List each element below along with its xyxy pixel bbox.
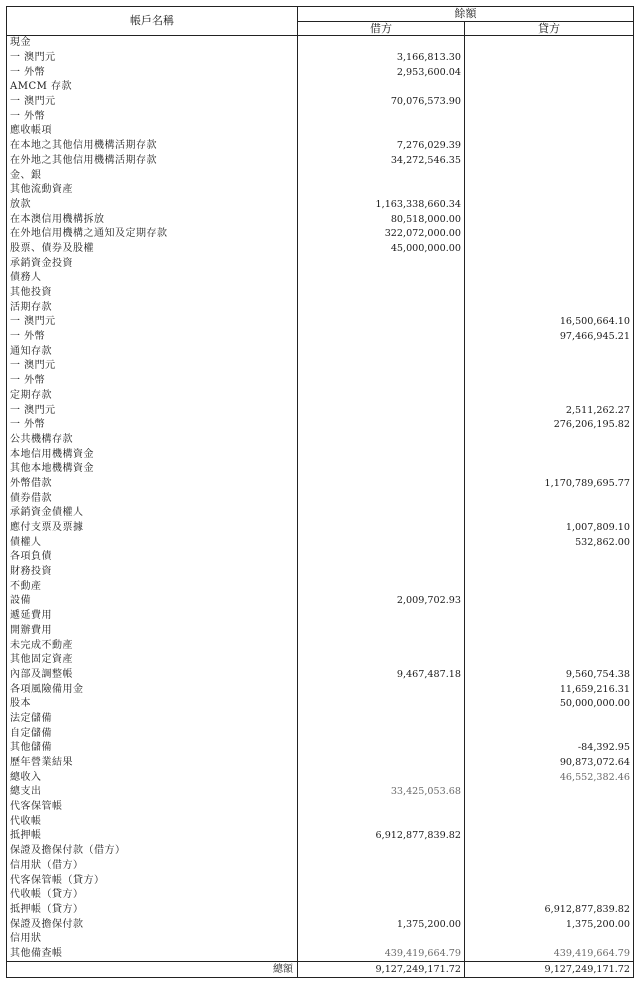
debit-amount [298, 682, 465, 697]
account-name: 活期存款 [7, 300, 298, 315]
credit-amount [465, 785, 634, 800]
debit-amount: 2,953,600.04 [298, 65, 465, 80]
balance-header: 餘額 [298, 7, 634, 22]
account-name: 開辦費用 [7, 624, 298, 639]
credit-amount [465, 726, 634, 741]
account-row [7, 403, 634, 418]
account-row [7, 139, 634, 154]
debit-amount [298, 814, 465, 829]
account-name: 通知存款 [7, 344, 298, 359]
account-row [7, 462, 634, 477]
debit-amount [298, 609, 465, 624]
account-row [7, 95, 634, 110]
credit-amount [465, 653, 634, 668]
account-row [7, 286, 634, 301]
debit-amount [298, 491, 465, 506]
debit-amount: 6,912,877,839.82 [298, 829, 465, 844]
account-row [7, 741, 634, 756]
credit-amount [465, 154, 634, 169]
debit-amount [298, 888, 465, 903]
account-row [7, 506, 634, 521]
account-name: 一 澳門元 [7, 315, 298, 330]
account-name: 設備 [7, 594, 298, 609]
account-row [7, 198, 634, 213]
credit-amount: 9,560,754.38 [465, 668, 634, 683]
credit-amount [465, 227, 634, 242]
account-row [7, 638, 634, 653]
account-row [7, 124, 634, 139]
debit-amount [298, 565, 465, 580]
account-row [7, 344, 634, 359]
credit-amount: 46,552,382.46 [465, 770, 634, 785]
account-name: 定期存款 [7, 389, 298, 404]
account-row [7, 785, 634, 800]
account-row [7, 433, 634, 448]
credit-amount [465, 609, 634, 624]
debit-amount: 70,076,573.90 [298, 95, 465, 110]
account-row [7, 844, 634, 859]
account-name: 代客保管帳（貸方） [7, 873, 298, 888]
credit-amount [465, 873, 634, 888]
account-row [7, 668, 634, 683]
debit-amount [298, 506, 465, 521]
account-row [7, 712, 634, 727]
account-name: 歷年營業結果 [7, 756, 298, 771]
debit-amount: 1,375,200.00 [298, 917, 465, 932]
account-name: 承銷資金債權人 [7, 506, 298, 521]
debit-amount [298, 462, 465, 477]
account-name: 自定儲備 [7, 726, 298, 741]
debit-amount: 34,272,546.35 [298, 154, 465, 169]
account-rows [7, 36, 634, 962]
account-row [7, 594, 634, 609]
credit-amount [465, 462, 634, 477]
account-name: 其他備查帳 [7, 947, 298, 962]
account-name: 信用狀 [7, 932, 298, 947]
account-name: 本地信用機構資金 [7, 447, 298, 462]
account-name: 一 外幣 [7, 418, 298, 433]
debit-amount [298, 271, 465, 286]
account-row [7, 227, 634, 242]
account-name: 保證及擔保付款（借方） [7, 844, 298, 859]
account-row [7, 888, 634, 903]
account-row [7, 726, 634, 741]
account-name: 內部及調整帳 [7, 668, 298, 683]
credit-amount [465, 300, 634, 315]
account-row [7, 682, 634, 697]
debit-amount [298, 124, 465, 139]
credit-amount [465, 51, 634, 66]
account-name-header: 帳戶名稱 [7, 7, 298, 36]
credit-amount [465, 932, 634, 947]
credit-amount [465, 638, 634, 653]
credit-amount [465, 374, 634, 389]
credit-amount [465, 271, 634, 286]
credit-amount [465, 829, 634, 844]
debit-header: 借方 [298, 22, 465, 36]
trial-balance-table [6, 6, 634, 978]
debit-amount [298, 447, 465, 462]
account-row [7, 168, 634, 183]
account-name: 信用狀（借方） [7, 859, 298, 874]
debit-amount [298, 859, 465, 874]
credit-amount [465, 36, 634, 51]
account-name: 放款 [7, 198, 298, 213]
credit-header: 貸方 [465, 22, 634, 36]
debit-amount [298, 624, 465, 639]
credit-amount [465, 168, 634, 183]
debit-amount [298, 403, 465, 418]
debit-amount: 1,163,338,660.34 [298, 198, 465, 213]
debit-amount [298, 286, 465, 301]
account-name: 一 澳門元 [7, 95, 298, 110]
account-name: 現金 [7, 36, 298, 51]
account-name: 一 澳門元 [7, 51, 298, 66]
account-name: 在本地之其他信用機構活期存款 [7, 139, 298, 154]
account-row [7, 653, 634, 668]
credit-amount [465, 389, 634, 404]
debit-amount [298, 726, 465, 741]
debit-amount [298, 374, 465, 389]
account-name: 外幣借款 [7, 477, 298, 492]
account-name: 在本澳信用機構拆放 [7, 212, 298, 227]
credit-amount [465, 506, 634, 521]
credit-amount: 276,206,195.82 [465, 418, 634, 433]
debit-amount [298, 873, 465, 888]
account-name: 應收帳項 [7, 124, 298, 139]
account-name: 遞延費用 [7, 609, 298, 624]
account-row [7, 579, 634, 594]
account-name: 應付支票及票據 [7, 521, 298, 536]
account-name: 抵押帳 [7, 829, 298, 844]
credit-amount: 1,170,789,695.77 [465, 477, 634, 492]
account-name: 抵押帳（貸方） [7, 903, 298, 918]
account-row [7, 873, 634, 888]
credit-amount [465, 198, 634, 213]
credit-amount [465, 109, 634, 124]
debit-amount [298, 638, 465, 653]
account-row [7, 697, 634, 712]
debit-amount [298, 109, 465, 124]
account-name: 總收入 [7, 770, 298, 785]
account-name: 在外地之其他信用機構活期存款 [7, 154, 298, 169]
credit-amount [465, 579, 634, 594]
account-name: 一 外幣 [7, 374, 298, 389]
account-row [7, 770, 634, 785]
account-row [7, 624, 634, 639]
credit-amount: 439,419,664.79 [465, 947, 634, 962]
debit-amount: 33,425,053.68 [298, 785, 465, 800]
account-name: 法定儲備 [7, 712, 298, 727]
debit-amount [298, 315, 465, 330]
account-name: 一 外幣 [7, 65, 298, 80]
account-name: 其他儲備 [7, 741, 298, 756]
debit-amount [298, 535, 465, 550]
debit-amount: 439,419,664.79 [298, 947, 465, 962]
debit-amount: 2,009,702.93 [298, 594, 465, 609]
account-row [7, 330, 634, 345]
account-row [7, 535, 634, 550]
debit-amount [298, 903, 465, 918]
debit-amount: 9,467,487.18 [298, 668, 465, 683]
debit-amount [298, 389, 465, 404]
account-name: 金、銀 [7, 168, 298, 183]
account-name: 在外地信用機構之通知及定期存款 [7, 227, 298, 242]
credit-amount: 16,500,664.10 [465, 315, 634, 330]
account-name: 股票、債券及股權 [7, 242, 298, 257]
account-row [7, 51, 634, 66]
total-label: 總額 [7, 962, 298, 978]
account-name: 一 外幣 [7, 109, 298, 124]
account-row [7, 359, 634, 374]
credit-amount [465, 550, 634, 565]
account-row [7, 903, 634, 918]
account-name: AMCM 存款 [7, 80, 298, 95]
debit-amount: 80,518,000.00 [298, 212, 465, 227]
account-row [7, 947, 634, 962]
credit-amount [465, 80, 634, 95]
account-row [7, 256, 634, 271]
account-row [7, 183, 634, 198]
credit-amount: 1,375,200.00 [465, 917, 634, 932]
credit-amount [465, 256, 634, 271]
account-row [7, 65, 634, 80]
account-name: 總支出 [7, 785, 298, 800]
debit-amount [298, 433, 465, 448]
account-row [7, 814, 634, 829]
credit-amount: 97,466,945.21 [465, 330, 634, 345]
debit-amount [298, 800, 465, 815]
debit-amount [298, 300, 465, 315]
account-name: 其他本地機構資金 [7, 462, 298, 477]
account-name: 公共機構存款 [7, 433, 298, 448]
credit-amount [465, 844, 634, 859]
account-row [7, 271, 634, 286]
credit-amount [465, 183, 634, 198]
account-name: 代收帳 [7, 814, 298, 829]
credit-amount [465, 344, 634, 359]
account-name: 保證及擔保付款 [7, 917, 298, 932]
debit-amount [298, 550, 465, 565]
account-row [7, 609, 634, 624]
account-row [7, 374, 634, 389]
debit-amount [298, 418, 465, 433]
account-name: 股本 [7, 697, 298, 712]
credit-amount [465, 359, 634, 374]
credit-amount [465, 594, 634, 609]
debit-amount: 45,000,000.00 [298, 242, 465, 257]
account-row [7, 80, 634, 95]
account-name: 一 澳門元 [7, 359, 298, 374]
credit-amount [465, 65, 634, 80]
account-row [7, 109, 634, 124]
credit-amount [465, 139, 634, 154]
credit-amount: 11,659,216.31 [465, 682, 634, 697]
total-row [7, 962, 634, 978]
account-name: 代客保管帳 [7, 800, 298, 815]
credit-amount: 1,007,809.10 [465, 521, 634, 536]
credit-amount [465, 95, 634, 110]
account-row [7, 491, 634, 506]
total-debit: 9,127,249,171.72 [298, 962, 465, 978]
account-row [7, 447, 634, 462]
debit-amount [298, 741, 465, 756]
debit-amount [298, 256, 465, 271]
credit-amount [465, 814, 634, 829]
account-name: 一 外幣 [7, 330, 298, 345]
account-row [7, 917, 634, 932]
account-name: 債務人 [7, 271, 298, 286]
account-name: 未完成不動產 [7, 638, 298, 653]
account-row [7, 800, 634, 815]
debit-amount: 7,276,029.39 [298, 139, 465, 154]
credit-amount [465, 491, 634, 506]
account-row [7, 389, 634, 404]
account-row [7, 300, 634, 315]
credit-amount [465, 859, 634, 874]
credit-amount [465, 433, 634, 448]
credit-amount [465, 800, 634, 815]
credit-amount: 90,873,072.64 [465, 756, 634, 771]
debit-amount [298, 477, 465, 492]
debit-amount [298, 521, 465, 536]
credit-amount [465, 124, 634, 139]
account-row [7, 242, 634, 257]
account-row [7, 418, 634, 433]
account-name: 財務投資 [7, 565, 298, 580]
debit-amount [298, 844, 465, 859]
credit-amount [465, 888, 634, 903]
debit-amount [298, 756, 465, 771]
debit-amount [298, 359, 465, 374]
account-row [7, 829, 634, 844]
account-name: 代收帳（貸方） [7, 888, 298, 903]
account-name: 各項風險備用金 [7, 682, 298, 697]
account-row [7, 521, 634, 536]
debit-amount: 3,166,813.30 [298, 51, 465, 66]
debit-amount [298, 653, 465, 668]
debit-amount [298, 344, 465, 359]
debit-amount [298, 579, 465, 594]
account-row [7, 756, 634, 771]
credit-amount [465, 242, 634, 257]
credit-amount [465, 447, 634, 462]
account-row [7, 550, 634, 565]
credit-amount: -84,392.95 [465, 741, 634, 756]
account-name: 各項負債 [7, 550, 298, 565]
total-credit: 9,127,249,171.72 [465, 962, 634, 978]
debit-amount [298, 80, 465, 95]
credit-amount [465, 286, 634, 301]
credit-amount: 2,511,262.27 [465, 403, 634, 418]
credit-amount [465, 712, 634, 727]
debit-amount [298, 932, 465, 947]
account-row [7, 315, 634, 330]
debit-amount [298, 183, 465, 198]
debit-amount [298, 712, 465, 727]
credit-amount [465, 624, 634, 639]
account-row [7, 36, 634, 51]
account-name: 其他固定資產 [7, 653, 298, 668]
account-name: 其他流動資產 [7, 183, 298, 198]
account-row [7, 477, 634, 492]
account-row [7, 932, 634, 947]
debit-amount [298, 330, 465, 345]
credit-amount: 6,912,877,839.82 [465, 903, 634, 918]
account-row [7, 212, 634, 227]
account-name: 一 澳門元 [7, 403, 298, 418]
account-name: 債權人 [7, 535, 298, 550]
account-name: 其他投資 [7, 286, 298, 301]
debit-amount [298, 36, 465, 51]
account-name: 承銷資金投資 [7, 256, 298, 271]
account-row [7, 154, 634, 169]
account-name: 不動產 [7, 579, 298, 594]
credit-amount [465, 565, 634, 580]
debit-amount [298, 697, 465, 712]
credit-amount: 532,862.00 [465, 535, 634, 550]
account-row [7, 859, 634, 874]
account-name: 債券借款 [7, 491, 298, 506]
debit-amount: 322,072,000.00 [298, 227, 465, 242]
credit-amount: 50,000,000.00 [465, 697, 634, 712]
credit-amount [465, 212, 634, 227]
debit-amount [298, 168, 465, 183]
account-row [7, 565, 634, 580]
debit-amount [298, 770, 465, 785]
